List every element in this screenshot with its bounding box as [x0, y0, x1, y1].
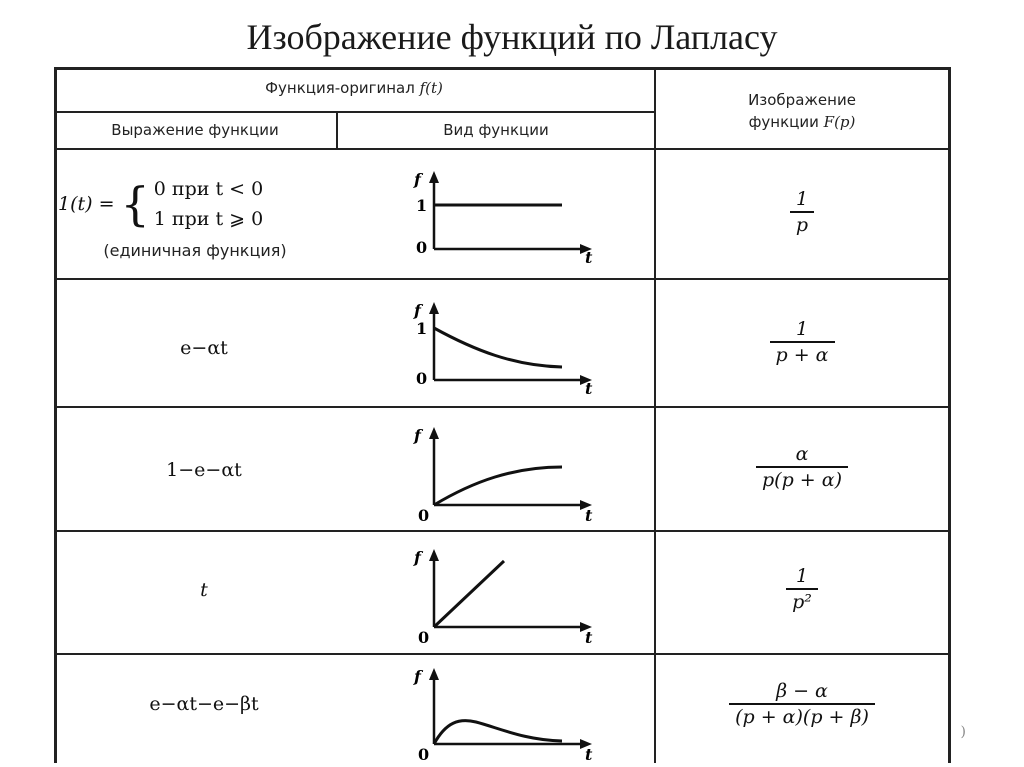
header-col-graph: Вид функции	[443, 121, 549, 139]
row1-expression-lhs: 1(t) =	[58, 193, 115, 215]
row3-curve	[434, 467, 562, 505]
row1-case2: 1 при t ⩾ 0	[153, 208, 264, 230]
row2-curve	[434, 328, 562, 367]
row3-image-denominator: p(p + α)	[762, 469, 842, 491]
row4-arrow-f	[429, 549, 439, 561]
row1-image	[656, 187, 948, 237]
column-divider-image	[654, 67, 656, 763]
row3-image	[656, 442, 948, 492]
row5-expression: e−αt−e−βt	[149, 693, 259, 715]
row4-expression: t	[200, 579, 208, 601]
table-border-top	[54, 67, 951, 70]
row-divider-3	[54, 530, 951, 532]
row3-graph	[404, 423, 604, 523]
row5-image-denominator: (p + α)(p + β)	[735, 706, 869, 728]
row4-image-numerator: 1	[795, 565, 809, 587]
row-divider-1	[54, 278, 951, 280]
row1-label-ytick: 1	[416, 196, 428, 215]
row3-label-f: f	[414, 426, 421, 445]
row4-image-denominator: p²	[792, 591, 812, 613]
row2-arrow-f	[429, 302, 439, 314]
row5-label-t: t	[585, 745, 593, 763]
header-subdivider	[54, 111, 654, 113]
laplace-table	[54, 67, 951, 763]
slide-title: Изображение функций по Лапласу	[246, 17, 778, 57]
row1-label-t: t	[585, 248, 593, 267]
row1-label-origin: 0	[416, 238, 428, 257]
row2-image	[656, 317, 948, 367]
header-col-image-word: функции	[748, 113, 819, 131]
row5-label-f: f	[414, 667, 421, 686]
row1-expression	[58, 174, 263, 234]
row2-image-numerator: 1	[795, 318, 809, 340]
header-original-group-label: Функция-оригинал	[265, 79, 415, 97]
row1-expression-note: (единичная функция)	[103, 241, 287, 260]
row3-label-t: t	[585, 506, 593, 523]
header-col-image-line1: Изображение	[748, 91, 856, 109]
header-col-image	[656, 89, 948, 133]
table-border-left	[54, 67, 57, 763]
row5-label-origin: 0	[418, 745, 430, 763]
row1-graph	[404, 167, 604, 267]
header-bottom-line	[54, 148, 951, 150]
row4-label-f: f	[414, 548, 421, 567]
page-mark: )	[960, 724, 966, 740]
row1-arrow-f	[429, 171, 439, 183]
row3-arrow-f	[429, 427, 439, 439]
row5-image	[656, 679, 948, 729]
row1-image-numerator: 1	[795, 188, 809, 210]
row1-image-denominator: p	[795, 214, 809, 236]
row2-graph	[404, 298, 604, 398]
row2-label-f: f	[414, 301, 421, 320]
row4-graph	[404, 545, 604, 645]
row4-label-origin: 0	[418, 628, 430, 645]
row2-label-t: t	[585, 379, 593, 398]
row4-image	[656, 564, 948, 614]
row-divider-2	[54, 406, 951, 408]
row1-brace: {	[120, 177, 150, 231]
row5-graph	[404, 664, 604, 763]
row3-expression: 1−e−αt	[166, 459, 242, 481]
row3-label-origin: 0	[418, 506, 430, 523]
row1-case1: 0 при t < 0	[153, 178, 264, 200]
row-divider-4	[54, 653, 951, 655]
header-col-image-math: F(p)	[823, 113, 856, 131]
header-col-expression: Выражение функции	[111, 121, 279, 139]
header-original-group-math: f(t)	[419, 79, 443, 97]
row4-label-t: t	[585, 628, 593, 645]
row5-curve	[434, 721, 562, 744]
header-col-image-line2	[656, 111, 948, 133]
row4-curve	[434, 561, 504, 627]
row2-image-denominator: p + α	[775, 344, 829, 366]
table-border-right	[948, 67, 951, 763]
row2-expression: e−αt	[180, 337, 228, 359]
row3-image-numerator: α	[795, 443, 809, 465]
header-original-group	[54, 79, 654, 97]
row2-label-ytick: 1	[416, 319, 428, 338]
row5-image-numerator: β − α	[776, 680, 828, 702]
row5-arrow-f	[429, 668, 439, 680]
row1-label-f: f	[414, 170, 421, 189]
row2-label-origin: 0	[416, 369, 428, 388]
